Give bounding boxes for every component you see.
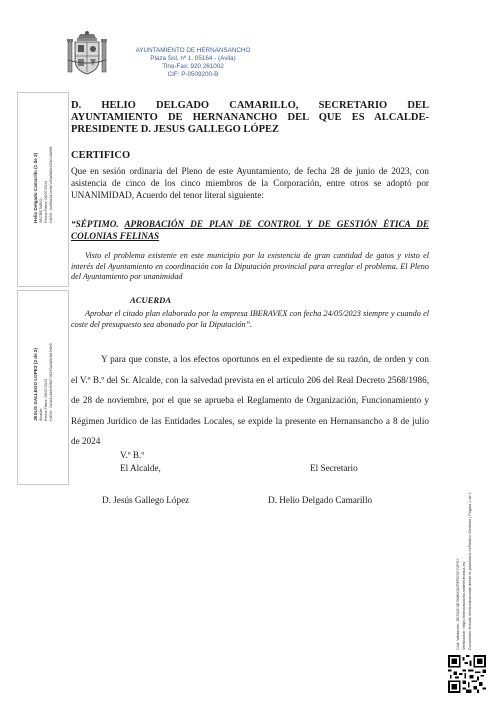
secretario-name: D. Helio Delgado Camarillo xyxy=(268,495,373,505)
signature-hash: HASH: 7a1b2c3d4e5f60718293a4b5c6d7e8f9 xyxy=(49,343,53,421)
alcalde-label: El Alcalde, xyxy=(120,463,161,473)
coat-of-arms-icon xyxy=(66,30,108,78)
resolution-paragraph: Aprobar el citado plan elaborado por la empresa IBERAVEX con fecha 24/05/2023 siempre y cuando el coste del presupuesto sea abonado por la Diputación”. xyxy=(71,309,429,329)
motivation-paragraph: Visto el problema existente en este municipio por la existencia de gran cantidad de gatos y visto el interés del Ayuntamiento en coordinación con la Diputación provincial para arreglar el problema. El Pleno del Ayuntamiento por unanimidad xyxy=(71,251,429,282)
letterhead-phone: Tlno-Fax: 920 261002 xyxy=(162,63,224,71)
signature-box-secretario xyxy=(17,92,69,287)
agreement-prefix: “SÉPTIMO. xyxy=(71,219,125,229)
alcalde-name: D. Jesús Gallego López xyxy=(102,495,190,505)
signature-date: Fecha Firma: 08/07/2024 xyxy=(44,378,48,421)
signature-box-alcalde xyxy=(17,290,69,485)
agreement-heading xyxy=(71,219,429,242)
signature-date: Fecha Firma: 08/07/2024 xyxy=(44,180,48,223)
letterhead-cif: CIF: P-0509200-B xyxy=(167,71,219,79)
signature-signer: Helio Delgado Camarillo (1 de 2) xyxy=(33,152,38,223)
letterhead-address: Plaza Sol, nº 1. 05164 - (Avila) xyxy=(150,55,236,63)
platform-notice: Documento firmado electrónicamente desde la plataforma esPublico Gestiona | Página 1 de 1 xyxy=(468,492,472,650)
document-title: D. HELIO DELGADO CAMARILLO, SECRETARIO DEL AYUNTAMIENTO DE HERNANANCHO DEL QUE ES ALCALDE- PRESIDENTE D. JESUS GALLEGO LÓPEZ xyxy=(71,100,429,136)
qr-code-icon[interactable] xyxy=(448,655,486,693)
intro-paragraph: Que en sesión ordinaria del Pleno de este Ayuntamiento, de fecha 28 de junio de 2023, con asistencia de cinco de los cinco miembros de la Corporación, entre otros se adoptó por UNANIMIDAD, Acuerdo del tenor literal siguiente: xyxy=(71,166,429,201)
vobo-label: V.º B.º xyxy=(120,450,145,460)
signature-hash: HASH: 3c8f6a2d1e0b7c94a5d6e3f2b1c0a9f8 xyxy=(49,146,53,223)
signature-signer: JESUS GALLEGO LOPEZ (2 de 2) xyxy=(33,347,38,421)
letterhead xyxy=(118,47,268,79)
certifico-heading: CERTIFICO xyxy=(71,150,131,161)
validation-code: Cód. Validación: 3EZA3C3E7MWXXDRFRC9CY2PSY xyxy=(456,558,460,650)
signature-role: Alcalde xyxy=(39,408,43,421)
verification-url[interactable]: Verificación: https://hernansancho.sedelectronica.es/ xyxy=(462,561,466,650)
closing-paragraph: Y para que conste, a los efectos oportunos en el expediente de su razón, de orden y con el V.º B.º del Sr. Alcalde, con la salvedad prevista en el artículo 206 del Real Decreto 2568/1986, de 28 de noviembre, por el que se aprueba el Reglamento de Organización, Funcionamiento y Régimen Jurídico de las Entidades Locales, se expide la presente en Hernansancho a 8 de julio de 2024 xyxy=(71,354,429,446)
letterhead-org: AYUNTAMIENTO DE HERNANSANCHO xyxy=(135,47,251,54)
agreement-label: APROBACIÓN DE PLAN DE CONTROL Y DE GESTIÓN ÉTICA DE COLONIAS FELINAS xyxy=(71,219,429,241)
secretario-label: El Secretario xyxy=(310,463,358,473)
acuerda-heading: ACUERDA xyxy=(130,295,172,305)
signature-role: SECRETARIO xyxy=(39,198,43,223)
